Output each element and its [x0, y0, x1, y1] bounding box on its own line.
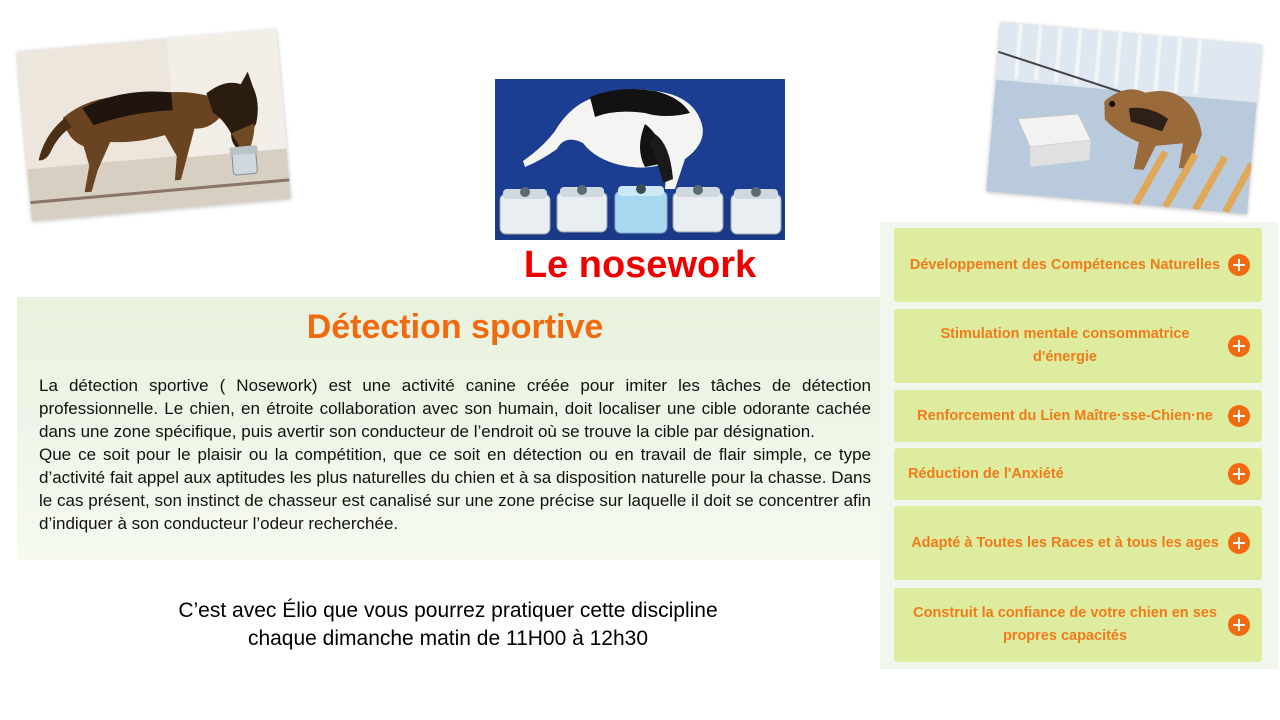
accordion-label: Réduction de l'Anxiété	[908, 465, 1064, 482]
plus-circle-icon[interactable]	[1228, 405, 1250, 427]
page-title: Le nosework	[523, 244, 757, 286]
plus-circle-icon[interactable]	[1228, 463, 1250, 485]
accordion-item-confiance[interactable]	[894, 588, 1262, 662]
accordion-item-races[interactable]	[894, 506, 1262, 580]
accordion-item-anxiete[interactable]	[894, 448, 1262, 500]
section-heading: Détection sportive	[306, 308, 604, 346]
schedule-line: chaque dimanche matin de 11H00 à 12h30	[247, 627, 649, 650]
accordion-item-competences[interactable]	[894, 228, 1262, 302]
plus-circle-icon[interactable]	[1228, 532, 1250, 554]
photo-german-shepherd-sniffing	[17, 29, 291, 221]
photo-border-collie-scent-boxes	[495, 79, 785, 240]
accordion-item-lien[interactable]	[894, 390, 1262, 442]
accordion-label: Construit la confiance de votre chien en ses propres capacités	[913, 605, 1217, 644]
paragraph: La détection sportive ( Nosework) est une activité canine créée pour imiter les tâches de détection professionnelle. Le chien, en étroite collaboration avec son humain, doit localiser une cible odorante cachée dans une zone spécifique, puis avertir son conducteur de l’endroit où se trouve la cible par désignation.	[39, 376, 871, 441]
schedule-line: C’est avec Élio que vous pourrez pratiquer cette discipline	[178, 599, 718, 622]
accordion-item-stimulation[interactable]	[894, 309, 1262, 383]
accordion-label: Renforcement du Lien Maître·sse-Chien·ne	[917, 407, 1213, 424]
accordion-label: Stimulation mentale consommatrice d'énergie	[940, 326, 1190, 365]
accordion-label: Développement des Compétences Naturelles	[909, 256, 1221, 273]
section-body	[39, 374, 871, 535]
plus-circle-icon[interactable]	[1228, 254, 1250, 276]
schedule-note	[100, 597, 796, 653]
paragraph: Que ce soit pour le plaisir ou la compétition, que ce soit en détection ou en travail de flair simple, ce type d’activité fait appel aux aptitudes les plus naturelles du chien et à sa disposition naturelle pour la chasse. Dans le cas présent, son instinct de chasseur est canalisé sur une zone précise sur laquelle il doit se concentrer afin d’indiquer à son conducteur l’odeur recherchée.	[39, 445, 871, 533]
benefits-accordion	[880, 222, 1278, 669]
plus-circle-icon[interactable]	[1228, 335, 1250, 357]
accordion-label: Adapté à Toutes les Races et à tous les ages	[911, 534, 1219, 551]
plus-circle-icon[interactable]	[1228, 614, 1250, 636]
photo-terrier-detection-box	[986, 22, 1262, 214]
content-panel	[17, 297, 880, 560]
